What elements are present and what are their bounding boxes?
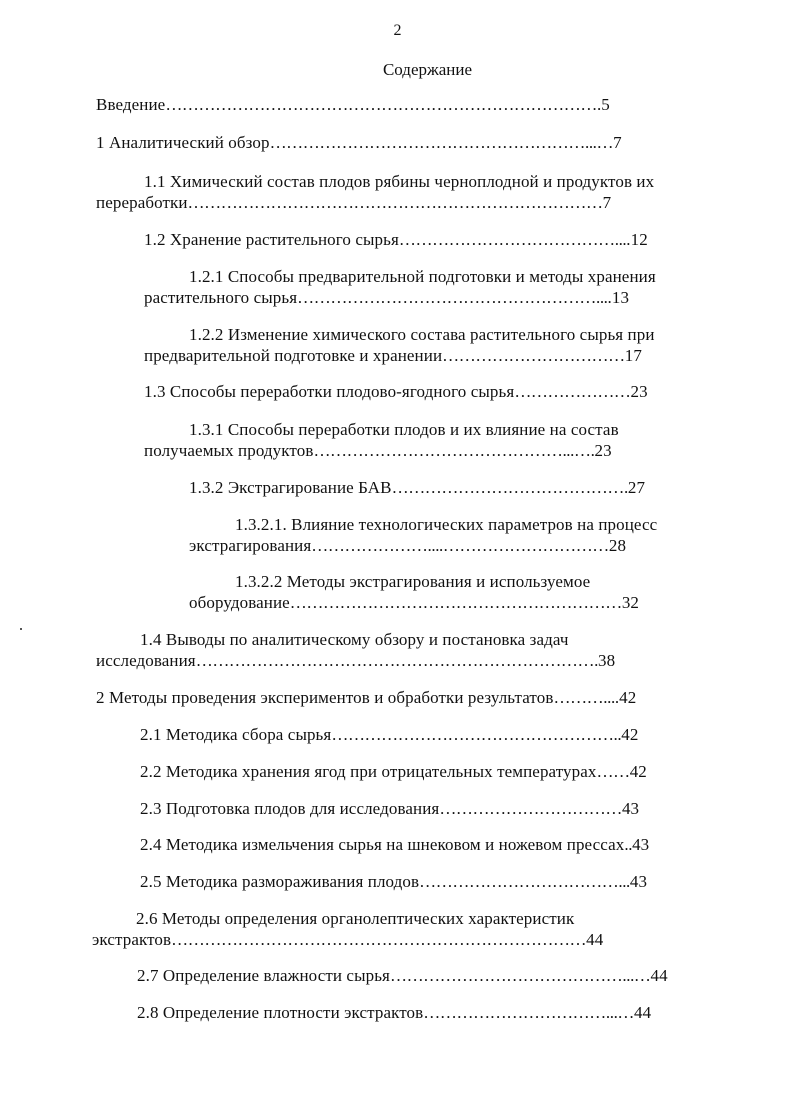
toc-entry-1-3-2-1[interactable] xyxy=(189,514,657,556)
toc-entry-2[interactable] xyxy=(96,687,636,708)
toc-entry-2-4[interactable] xyxy=(140,834,649,855)
toc-entry-1-1[interactable] xyxy=(96,171,654,213)
toc-line: 2.2 Методика хранения ягод при отрицательных температурах……42 xyxy=(140,762,647,781)
toc-line: 2 Методы проведения экспериментов и обработки результатов………....42 xyxy=(96,688,637,707)
toc-entry-1-2-1[interactable] xyxy=(144,266,656,308)
toc-entry-1-3-2-2[interactable] xyxy=(189,571,639,613)
toc-line: 1.3 Способы переработки плодово-ягодного сырья…………………23 xyxy=(144,382,648,401)
toc-line: переработки…………………………………………………………………7 xyxy=(96,193,612,212)
toc-line: экстрактов…………………………………………………………………44 xyxy=(92,930,604,949)
toc-entry-1-3-1[interactable] xyxy=(144,419,619,461)
toc-line: 2.3 Подготовка плодов для исследования……………………………43 xyxy=(140,799,640,818)
toc-line: растительного сырья………………………………………………....13 xyxy=(144,288,630,307)
toc-entry-2-2[interactable] xyxy=(140,761,647,782)
page-number: 2 xyxy=(393,22,402,39)
toc-entry-1-2-2[interactable] xyxy=(144,324,655,366)
toc-line: 2.8 Определение плотности экстрактов……………………………...…44 xyxy=(137,1003,652,1022)
toc-line: 1.1 Химический состав плодов рябины черноплодной и продуктов их xyxy=(144,172,655,191)
toc-entry-2-5[interactable] xyxy=(140,871,647,892)
toc-entry-1[interactable] xyxy=(96,132,622,153)
toc-line: 2.4 Методика измельчения сырья на шнековом и ножевом прессах..43 xyxy=(140,835,650,854)
page-title: Содержание xyxy=(382,60,473,79)
toc-line: предварительной подготовке и хранении……………………………17 xyxy=(144,346,642,365)
toc-entry-1-2[interactable] xyxy=(144,229,648,250)
toc-line: 1.3.2.1. Влияние технологических параметров на процесс xyxy=(235,515,658,534)
toc-line: 1.3.2.2 Методы экстрагирования и используемое xyxy=(235,572,591,591)
toc-line: 1.4 Выводы по аналитическому обзору и постановка задач xyxy=(140,630,569,649)
toc-entry-2-8[interactable] xyxy=(137,1002,651,1023)
toc-line: Введение…………………………………………………………………….5 xyxy=(96,95,610,114)
toc-line: 1.3.1 Способы переработки плодов и их влияние на состав xyxy=(189,420,619,439)
toc-line: 2.7 Определение влажности сырья……………………………………...…44 xyxy=(137,966,668,985)
scan-speck xyxy=(20,628,22,630)
toc-line: 1.2 Хранение растительного сырья…………………………………....12 xyxy=(144,230,648,249)
toc-entry-2-7[interactable] xyxy=(137,965,668,986)
toc-entry-1-3[interactable] xyxy=(144,381,648,402)
toc-line: экстрагирования…………………....…………………………28 xyxy=(189,536,627,555)
toc-entry-2-6[interactable] xyxy=(92,908,603,950)
toc-line: 2.6 Методы определения органолептических характеристик xyxy=(136,909,575,928)
toc-line: 1.3.2 Экстрагирование БАВ…………………………………….27 xyxy=(189,478,646,497)
toc-entry-1-4[interactable] xyxy=(96,629,615,671)
toc-line: получаемых продуктов………………………………………...….23 xyxy=(144,441,612,460)
toc-entry-2-3[interactable] xyxy=(140,798,639,819)
toc-entry-2-1[interactable] xyxy=(140,724,638,745)
toc-line: исследования……………………………………………………………….38 xyxy=(96,651,616,670)
toc-line: 1.2.2 Изменение химического состава растительного сырья при xyxy=(189,325,655,344)
toc-line: 1.2.1 Способы предварительной подготовки и методы хранения xyxy=(189,267,656,286)
toc-line: 2.1 Методика сбора сырья……………………………………………..42 xyxy=(140,725,639,744)
toc-line: 1 Аналитический обзор…………………………………………………...…7 xyxy=(96,133,622,152)
toc-line: 2.5 Методика размораживания плодов………………………………...43 xyxy=(140,872,648,891)
toc-entry-1-3-2[interactable] xyxy=(189,477,645,498)
toc-line: оборудование……………………………………………………32 xyxy=(189,593,640,612)
toc-entry-introduction[interactable] xyxy=(96,94,610,115)
